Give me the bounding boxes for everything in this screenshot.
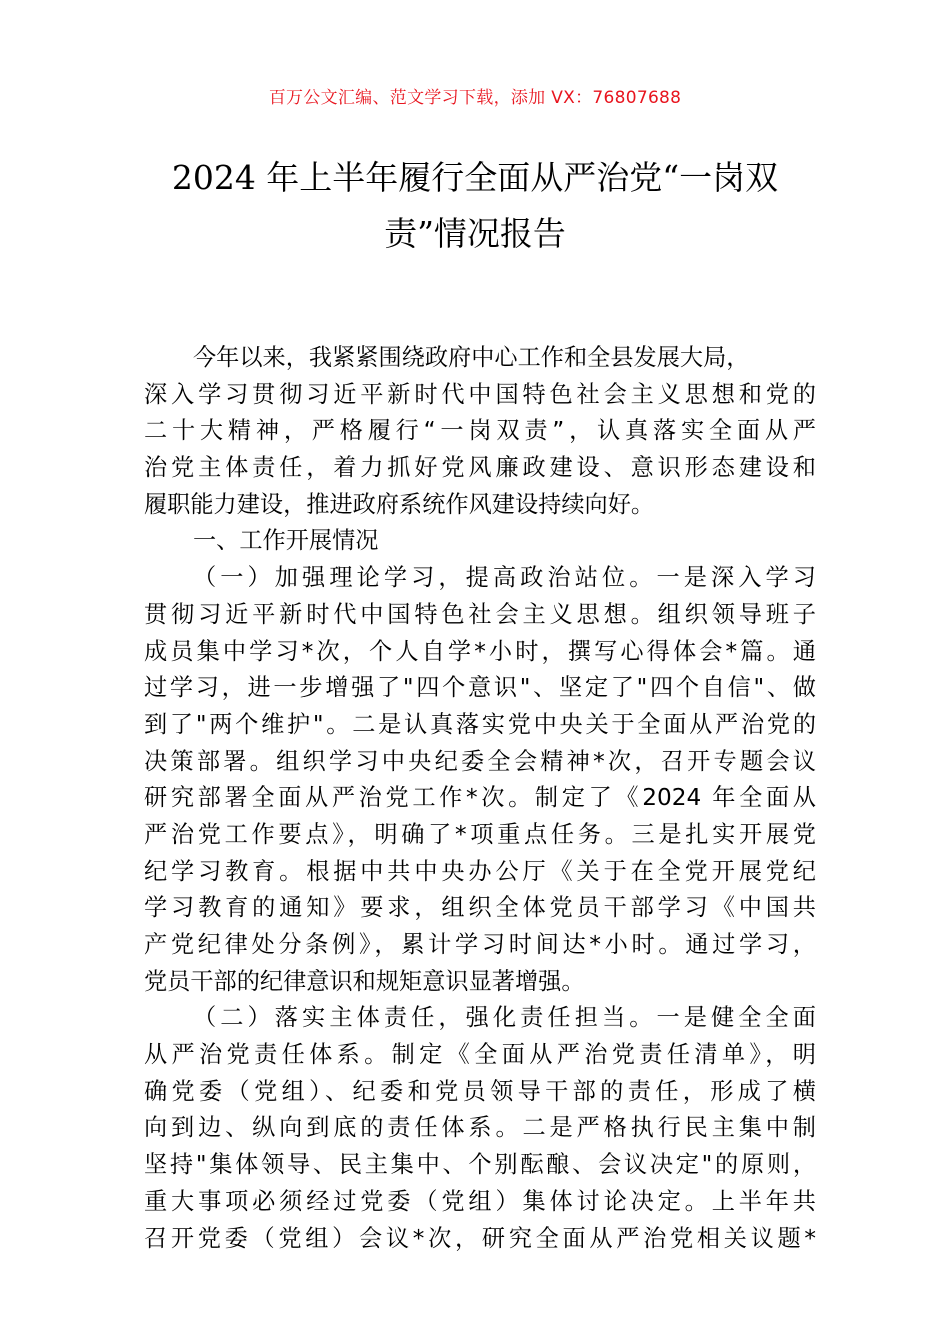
- body-line: 产党纪律处分条例》，累计学习时间达*小时。通过学习，: [144, 931, 816, 958]
- body-line: 到了"两个维护"。二是认真落实党中央关于全面从严治党的: [144, 710, 816, 738]
- watermark-header: 百万公文汇编、范文学习下载，添加 VX：76807688: [268, 88, 682, 108]
- body-line: 党员干部的纪律意识和规矩意识显著增强。: [144, 967, 585, 995]
- title-line-2: 责”情况报告: [384, 214, 566, 253]
- body-line: 召开党委（党组）会议*次，研究全面从严治党相关议题*: [144, 1224, 816, 1252]
- document-title: [120, 150, 830, 262]
- body-line: 严治党工作要点》，明确了*项重点任务。三是扎实开展党: [144, 820, 816, 848]
- body-line: 学习教育的通知》要求，组织全体党员干部学习《中国共: [144, 894, 816, 922]
- body-line: 深入学习贯彻习近平新时代中国特色社会主义思想和党的: [144, 380, 816, 408]
- body-line: 治党主体责任，着力抓好党风廉政建设、意识形态建设和: [144, 454, 816, 482]
- subsection-line: （一）加强理论学习，提高政治站位。一是深入学习: [193, 564, 816, 592]
- body-line: 履职能力建设，推进政府系统作风建设持续向好。: [144, 490, 655, 518]
- body-line: 重大事项必须经过党委（党组）集体讨论决定。上半年共: [144, 1187, 816, 1215]
- title-line-1: 2024 年上半年履行全面从严治党“一岗双: [171, 158, 779, 197]
- body-line: 今年以来，我紧紧围绕政府中心工作和全县发展大局，: [193, 344, 750, 371]
- body-line: 决策部署。组织学习中央纪委全会精神*次，召开专题会议: [144, 747, 816, 775]
- section-heading: 一、工作开展情况: [193, 527, 379, 555]
- body-line: 确党委（党组）、纪委和党员领导干部的责任，形成了横: [144, 1077, 816, 1105]
- body-line: 从严治党责任体系。制定《全面从严治党责任清单》，明: [144, 1041, 816, 1069]
- subsection-line: （二）落实主体责任，强化责任担当。一是健全全面: [193, 1004, 816, 1032]
- body-line: 坚持"集体领导、民主集中、个别酝酿、会议决定"的原则，: [144, 1151, 816, 1179]
- body-line: 过学习，进一步增强了"四个意识"、坚定了"四个自信"、做: [144, 674, 816, 702]
- body-line: 二十大精神，严格履行“一岗双责”，认真落实全面从严: [144, 417, 816, 445]
- body-line: 贯彻习近平新时代中国特色社会主义思想。组织领导班子: [144, 600, 816, 628]
- body-line: 成员集中学习*次，个人自学*小时，撰写心得体会*篇。通: [144, 637, 816, 665]
- body-line: 向到边、纵向到底的责任体系。二是严格执行民主集中制: [144, 1114, 816, 1142]
- body-line: 研究部署全面从严治党工作*次。制定了《2024 年全面从: [144, 784, 816, 812]
- document-body: [144, 340, 816, 1257]
- body-line: 纪学习教育。根据中共中央办公厅《关于在全党开展党纪: [144, 857, 816, 885]
